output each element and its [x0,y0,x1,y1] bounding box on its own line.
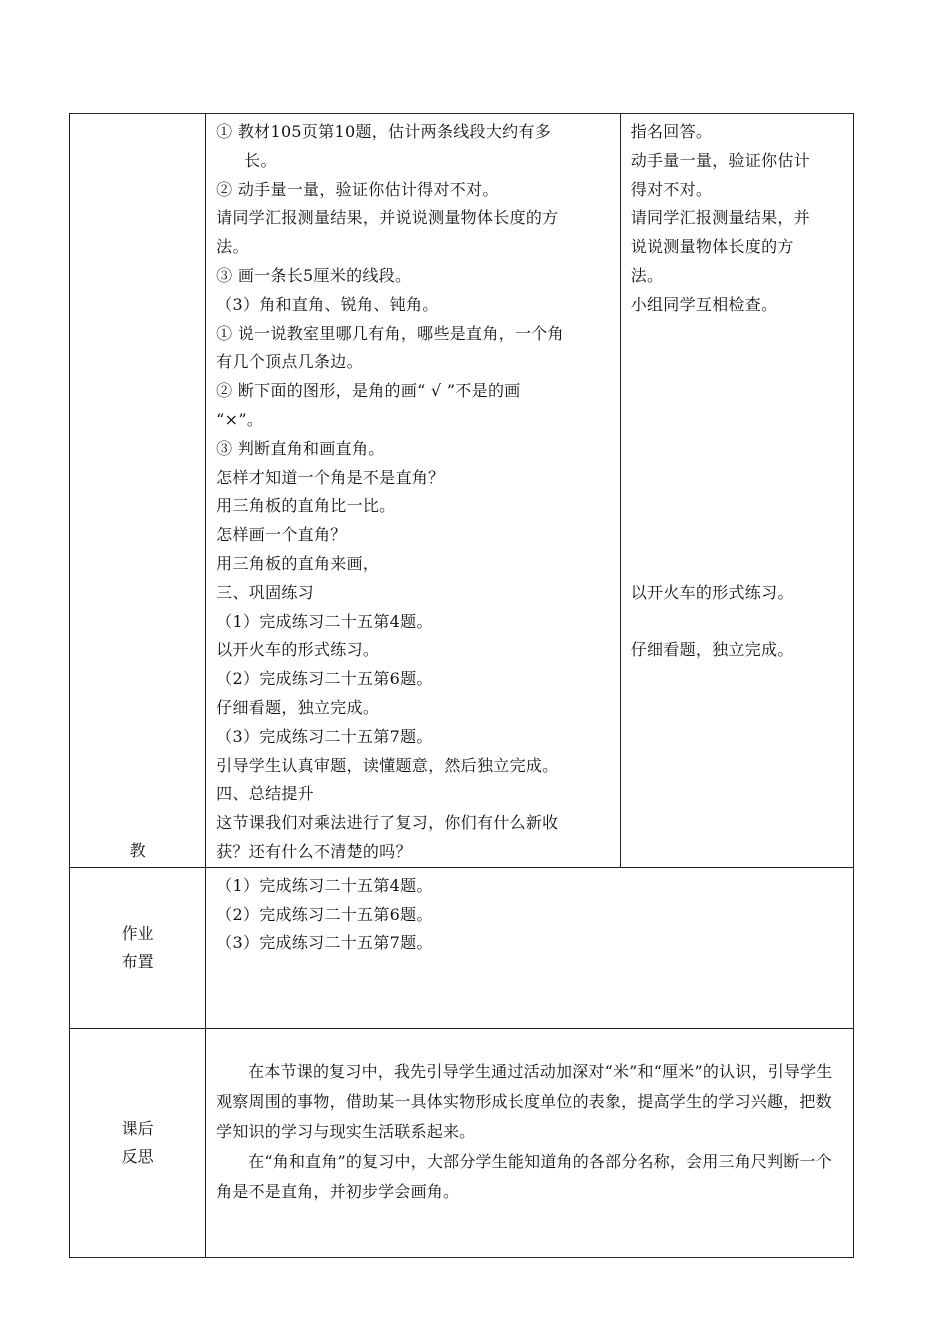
teaching-line: 三、巩固练习 [216,582,314,602]
teaching-line: 获？还有什么不清楚的吗？ [216,841,412,861]
homework-item: （2）完成练习二十五第6题。 [216,904,433,924]
homework-content-cell [206,867,854,1028]
activity-line: 得对不对。 [630,179,713,199]
homework-row [70,867,854,1028]
activity-line: 说说测量物体长度的方 [630,237,794,257]
student-activity-cell [620,114,853,868]
homework-label: 布置 [121,951,154,971]
teaching-line: ③ 判断直角和画直角。 [216,438,385,458]
spacer [631,320,847,579]
teaching-line: 怎样才知道一个角是不是直角？ [216,467,445,487]
teaching-line: （3）角和直角、锐角、钝角。 [216,294,439,314]
teaching-line: ① 说一说教室里哪几有角，哪些是直角，一个角 [216,323,564,343]
homework-item: （3）完成练习二十五第7题。 [216,933,433,953]
teaching-line: ② 断下面的图形，是角的画“ √ ”不是的画 [216,381,521,401]
teaching-line: （1）完成练习二十五第4题。 [216,611,433,631]
lesson-plan-table [69,113,854,1258]
homework-label-cell [70,867,206,1028]
teaching-label-cell [70,114,206,868]
teaching-line: 怎样画一个直角？ [216,525,347,545]
teaching-line: 请同学汇报测量结果，并说说测量物体长度的方 [216,208,559,228]
activity-line: 请同学汇报测量结果，并 [630,208,810,228]
reflection-label-cell [70,1028,206,1257]
teaching-line: ③ 画一条长5厘米的线段。 [216,265,412,285]
teaching-line: 引导学生认真审题，读懂题意，然后独立完成。 [216,755,559,775]
teaching-line: 用三角板的直角比一比。 [216,496,396,516]
activity-line: 动手量一量，验证你估计 [630,150,810,170]
teaching-line: （3）完成练习二十五第7题。 [216,726,433,746]
activity-line: 仔细看题，独立完成。 [630,640,794,660]
spacer [631,607,847,636]
homework-label: 作业 [121,923,154,943]
activity-line: 以开火车的形式练习。 [630,582,794,602]
homework-item: （1）完成练习二十五第4题。 [216,875,433,895]
teaching-line: 这节课我们对乘法进行了复习，你们有什么新收 [216,813,559,833]
reflection-label: 反思 [121,1146,154,1166]
activity-line: 指名回答。 [630,122,713,141]
reflection-paragraph: 在“角和直角”的复习中，大部分学生能知道角的各部分名称，会用三角尺判断一个角是不是直角，并初步学会画角。 [216,1151,832,1201]
teaching-label: 教 [129,840,146,860]
reflection-label: 课后 [121,1118,154,1138]
teaching-line: （2）完成练习二十五第6题。 [216,669,433,689]
teaching-line: 法。 [216,237,249,257]
teaching-line: 有几个顶点几条边。 [216,352,363,372]
teaching-line: 四、总结提升 [216,784,314,804]
teaching-line: 长。 [244,150,277,170]
reflection-content-cell [206,1028,854,1257]
reflection-row [70,1028,854,1257]
teaching-line: 仔细看题，独立完成。 [216,697,380,717]
activity-line: 小组同学互相检查。 [630,294,778,314]
teaching-line: “×”。 [216,409,264,429]
teaching-line: ① 教材105页第10题，估计两条线段大约有多 [216,122,552,141]
teaching-main-cell [206,114,621,868]
activity-line: 法。 [630,265,664,285]
teaching-line: 用三角板的直角来画， [216,553,380,573]
teaching-process-row [70,114,854,868]
teaching-line: ② 动手量一量，验证你估计得对不对。 [216,179,499,199]
reflection-paragraph: 在本节课的复习中，我先引导学生通过活动加深对“米”和“厘米”的认识，引导学生观察周围的事物，借助某一具体实物形成长度单位的表象，提高学生的学习兴趣，把数学知识的学习与现实生活联系起来。 [216,1061,833,1141]
teaching-line: 以开火车的形式练习。 [216,640,380,660]
